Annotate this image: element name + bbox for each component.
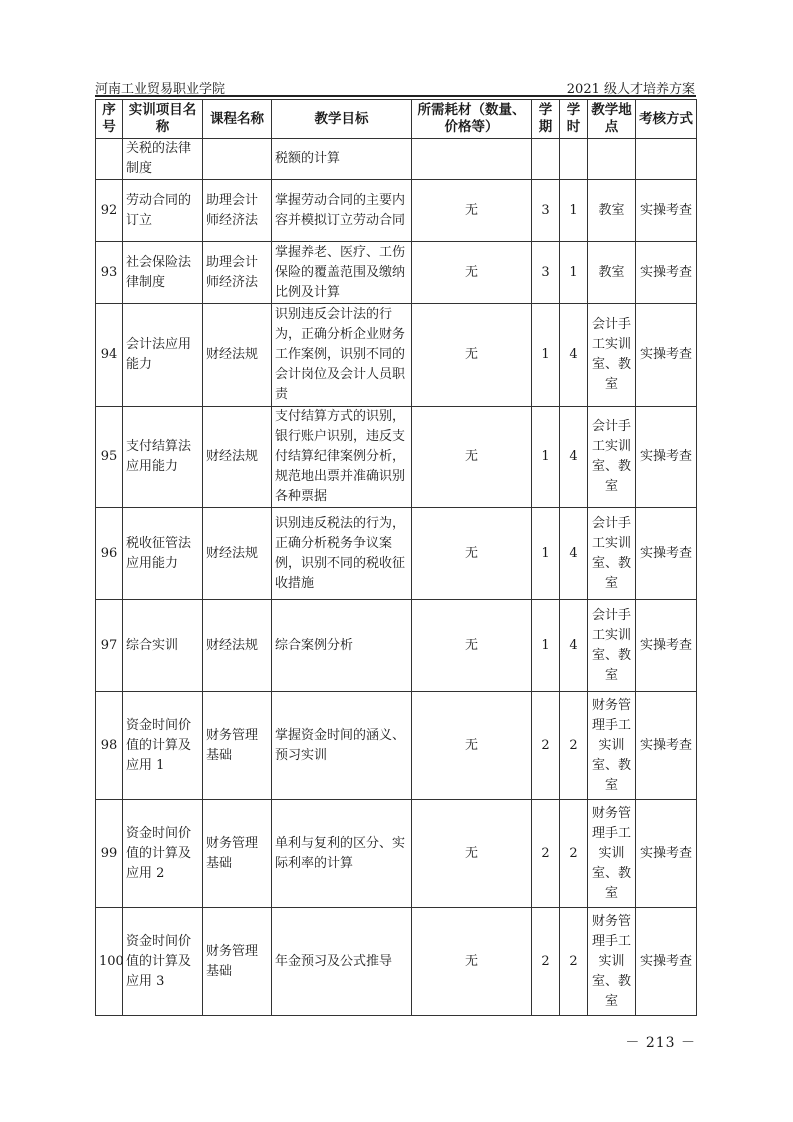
header-school-name: 河南工业贸易职业学院 [95, 82, 226, 97]
row-no: 96 [96, 508, 123, 600]
row-materials: 无 [412, 407, 532, 508]
row-no: 98 [96, 692, 123, 800]
col-header-no: 序号 [96, 100, 123, 139]
row-hours: 2 [560, 908, 588, 1016]
row-course: 财经法规 [203, 304, 272, 407]
row-location: 教室 [588, 180, 636, 242]
row-project: 劳动合同的订立 [123, 180, 203, 242]
col-header-course: 课程名称 [203, 100, 272, 139]
row-hours: 4 [560, 600, 588, 692]
row-project: 综合实训 [123, 600, 203, 692]
row-assessment: 实操考查 [636, 508, 697, 600]
row-hours: 4 [560, 407, 588, 508]
table-row [96, 600, 697, 692]
row-no [96, 139, 123, 180]
row-location: 财务管理手工实训室、教室 [588, 800, 636, 908]
col-header-hours: 学时 [560, 100, 588, 139]
row-location: 会计手工实训室、教室 [588, 304, 636, 407]
row-course [203, 139, 272, 180]
row-term: 1 [532, 600, 560, 692]
row-hours [560, 139, 588, 180]
row-goal: 识别违反税法的行为，正确分析税务争议案例，识别不同的税收征收措施 [272, 508, 412, 600]
row-materials: 无 [412, 180, 532, 242]
col-header-assessment: 考核方式 [636, 100, 697, 139]
row-materials: 无 [412, 800, 532, 908]
row-course: 财务管理基础 [203, 800, 272, 908]
row-hours: 4 [560, 508, 588, 600]
row-hours: 1 [560, 242, 588, 304]
row-course: 助理会计师经济法 [203, 242, 272, 304]
row-location: 财务管理手工实训室、教室 [588, 692, 636, 800]
row-location: 教室 [588, 242, 636, 304]
row-no: 100 [96, 908, 123, 1016]
row-materials: 无 [412, 242, 532, 304]
row-goal: 综合案例分析 [272, 600, 412, 692]
row-no: 95 [96, 407, 123, 508]
row-project: 支付结算法应用能力 [123, 407, 203, 508]
col-header-goal: 教学目标 [272, 100, 412, 139]
row-hours: 2 [560, 800, 588, 908]
row-project: 资金时间价值的计算及应用 3 [123, 908, 203, 1016]
table-row [96, 180, 697, 242]
row-project: 资金时间价值的计算及应用 2 [123, 800, 203, 908]
row-course: 财务管理基础 [203, 692, 272, 800]
row-goal: 掌握劳动合同的主要内容并模拟订立劳动合同 [272, 180, 412, 242]
row-materials: 无 [412, 508, 532, 600]
row-term: 3 [532, 242, 560, 304]
row-location: 会计手工实训室、教室 [588, 407, 636, 508]
row-no: 99 [96, 800, 123, 908]
row-goal: 掌握养老、医疗、工伤保险的覆盖范围及缴纳比例及计算 [272, 242, 412, 304]
table-row [96, 508, 697, 600]
row-goal: 支付结算方式的识别，银行账户识别，违反支付结算纪律案例分析，规范地出票并准确识别各种票据 [272, 407, 412, 508]
row-project: 税收征管法应用能力 [123, 508, 203, 600]
table-row [96, 800, 697, 908]
row-materials: 无 [412, 692, 532, 800]
header-doc-title: 2021 级人才培养方案 [566, 82, 695, 97]
row-term: 2 [532, 692, 560, 800]
row-goal: 识别违反会计法的行为，正确分析企业财务工作案例，识别不同的会计岗位及会计人员职责 [272, 304, 412, 407]
page-header [95, 78, 695, 96]
row-no: 94 [96, 304, 123, 407]
row-project: 会计法应用能力 [123, 304, 203, 407]
row-term: 1 [532, 508, 560, 600]
row-assessment: 实操考查 [636, 600, 697, 692]
row-term: 1 [532, 407, 560, 508]
row-location: 财务管理手工实训室、教室 [588, 908, 636, 1016]
table-row [96, 139, 697, 180]
row-assessment [636, 139, 697, 180]
row-location: 会计手工实训室、教室 [588, 508, 636, 600]
row-no: 97 [96, 600, 123, 692]
row-project: 社会保险法律制度 [123, 242, 203, 304]
row-project: 资金时间价值的计算及应用 1 [123, 692, 203, 800]
row-assessment: 实操考查 [636, 304, 697, 407]
row-course: 财经法规 [203, 508, 272, 600]
row-goal: 年金预习及公式推导 [272, 908, 412, 1016]
row-course: 财经法规 [203, 600, 272, 692]
table-row [96, 692, 697, 800]
table-header-row [96, 100, 697, 139]
row-assessment: 实操考查 [636, 242, 697, 304]
table-row [96, 304, 697, 407]
header-rule [95, 95, 696, 97]
table-row [96, 407, 697, 508]
row-hours: 1 [560, 180, 588, 242]
col-header-term: 学期 [532, 100, 560, 139]
row-assessment: 实操考查 [636, 800, 697, 908]
training-table [95, 99, 697, 1016]
row-term: 3 [532, 180, 560, 242]
table-row [96, 908, 697, 1016]
row-hours: 2 [560, 692, 588, 800]
row-location [588, 139, 636, 180]
col-header-location: 教学地点 [588, 100, 636, 139]
row-materials: 无 [412, 908, 532, 1016]
row-goal: 税额的计算 [272, 139, 412, 180]
row-project: 关税的法律制度 [123, 139, 203, 180]
row-assessment: 实操考查 [636, 692, 697, 800]
row-assessment: 实操考查 [636, 180, 697, 242]
col-header-project: 实训项目名称 [123, 100, 203, 139]
row-hours: 4 [560, 304, 588, 407]
row-course: 财经法规 [203, 407, 272, 508]
row-materials: 无 [412, 600, 532, 692]
page-number: － 213 － [625, 1035, 696, 1051]
row-assessment: 实操考查 [636, 908, 697, 1016]
col-header-materials: 所需耗材（数量、价格等） [412, 100, 532, 139]
row-no: 92 [96, 180, 123, 242]
row-term: 2 [532, 800, 560, 908]
table-row [96, 242, 697, 304]
row-goal: 单利与复利的区分、实际利率的计算 [272, 800, 412, 908]
row-goal: 掌握资金时间的涵义、预习实训 [272, 692, 412, 800]
row-course: 财务管理基础 [203, 908, 272, 1016]
row-location: 会计手工实训室、教室 [588, 600, 636, 692]
row-materials: 无 [412, 304, 532, 407]
row-materials [412, 139, 532, 180]
row-assessment: 实操考查 [636, 407, 697, 508]
row-term: 2 [532, 908, 560, 1016]
row-term [532, 139, 560, 180]
row-term: 1 [532, 304, 560, 407]
row-course: 助理会计师经济法 [203, 180, 272, 242]
row-no: 93 [96, 242, 123, 304]
